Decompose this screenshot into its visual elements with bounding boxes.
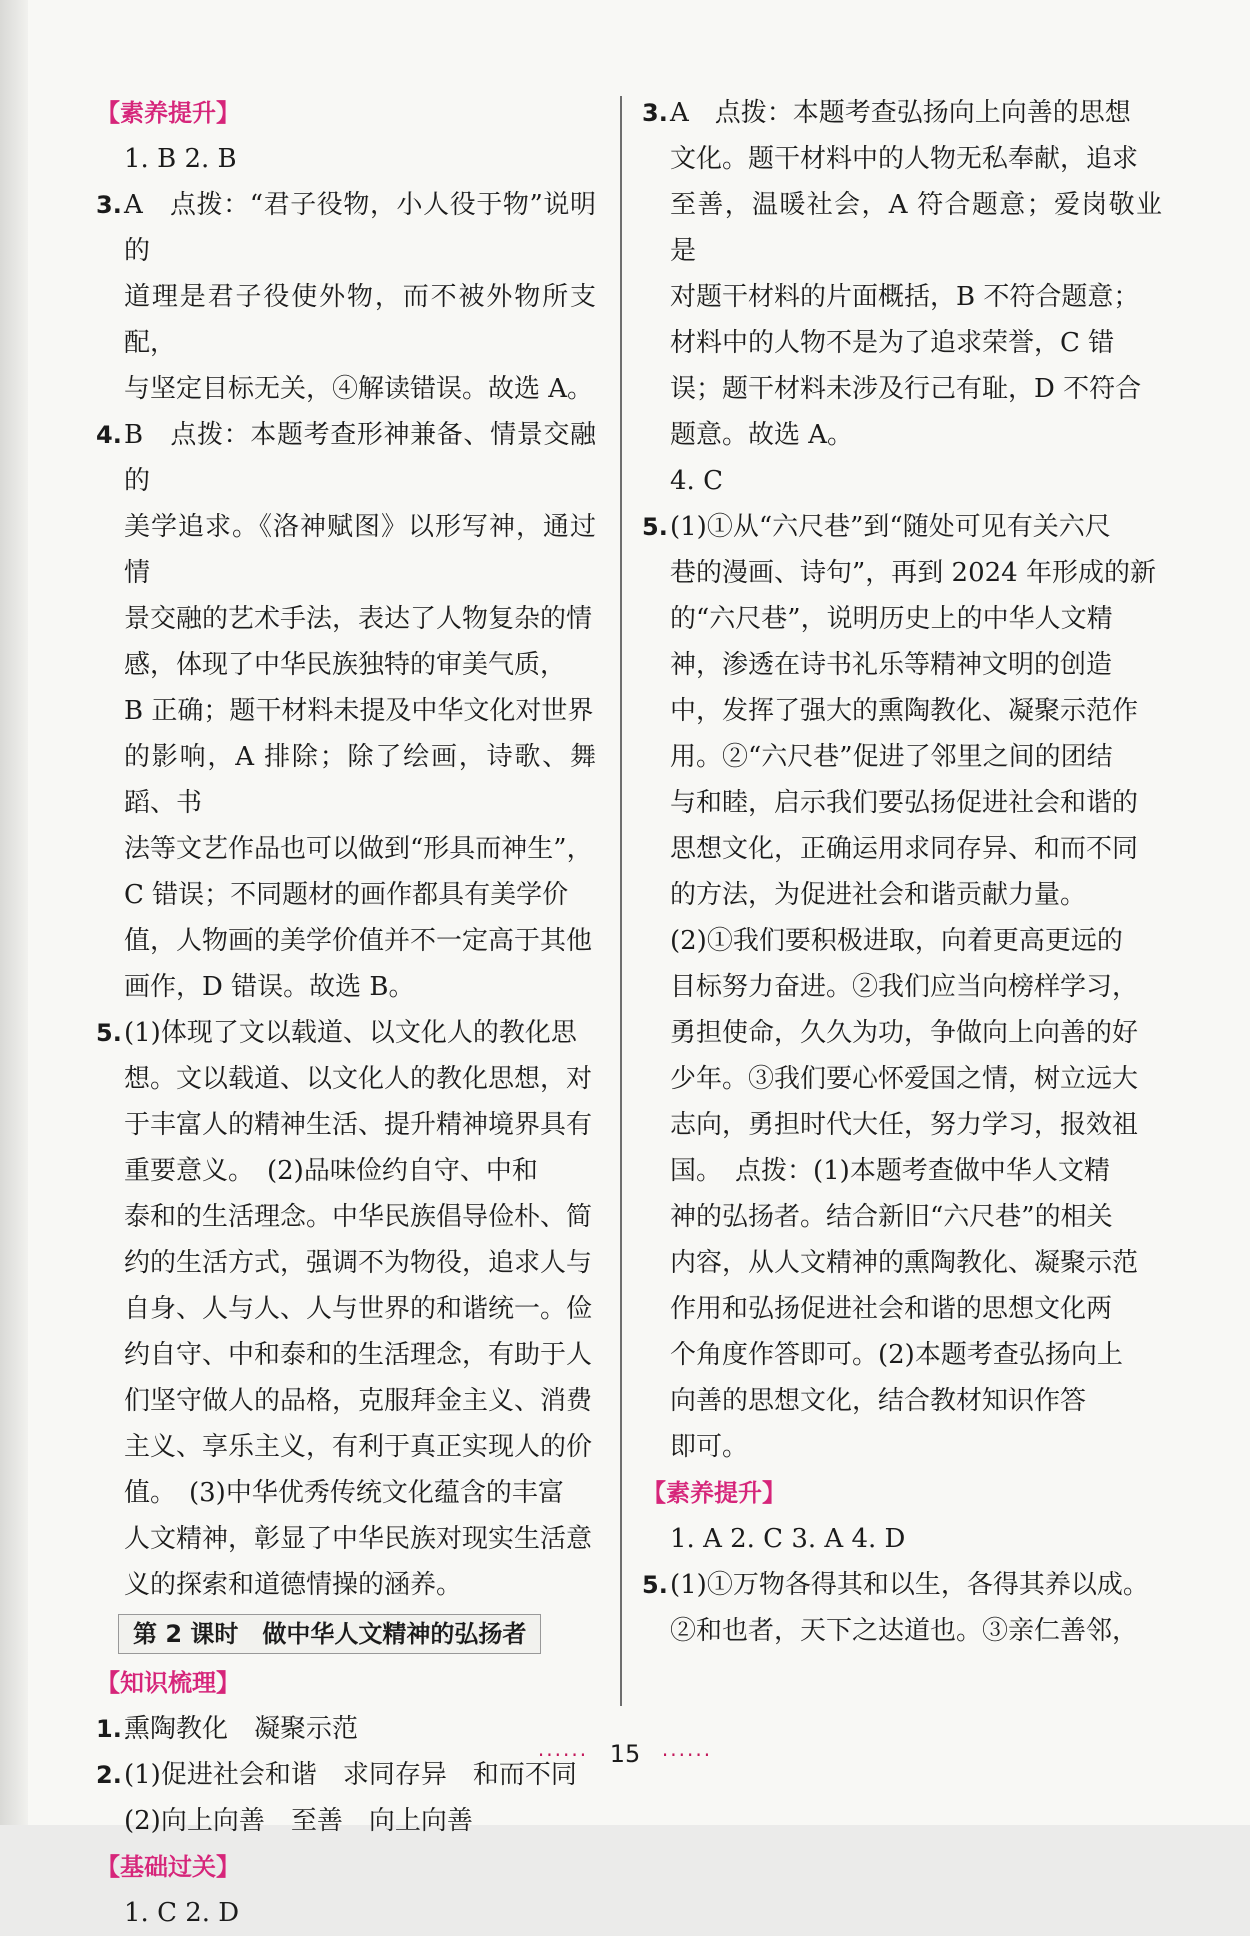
column-divider bbox=[620, 96, 622, 1706]
item-number: 1. bbox=[96, 1715, 122, 1743]
right-column bbox=[642, 90, 1162, 1654]
answer-5-right: 5. (1)①从“六尺巷”到“随处可见有关六尺 巷的漫画、诗句”，再到 2024 年形成的新 的“六尺巷”，说明历史上的中华人文精 神，渗透在诗书礼乐等精神文明的创造 中，发挥了强大的熏陶教化、凝聚示范作 用。②“六尺巷”促进了邻里之间的团结 与和睦，启示我们要弘扬促进社会和谐的 思想文化，正确运用求同存异、和而不同 的方法，为促进社会和谐贡献力量。 (2)①我们要积极进取，向着更高更远的 目标努力奋进。②我们应当向榜样学习， 勇担使命，久久为功，争做向上向善的好 少年。③我们要心怀爱国之情，树立远大 志向，勇担时代大任，努力学习，报效祖 国。 点拨：(1)本题考查做中华人文精 神的弘扬者。结合新旧“六尺巷”的相关 内容，从人文精神的熏陶教化、凝聚示范 作用和弘扬促进社会和谐的思想文化两 个角度作答即可。(2)本题考查弘扬向上 向善的思想文化，结合教材知识作答 即可。 bbox=[642, 504, 1162, 1470]
answer-3-right: 3. A 点拨：本题考查弘扬向上向善的思想 文化。题干材料中的人物无私奉献，追求 至善，温暖社会，A 符合题意；爱岗敬业是 对题干材料的片面概括，B 不符合题意； 材料中的人物不是为了追求荣誉，C 错 误；题干材料未涉及行己有耻，D 不符合 题意。故选 A。 bbox=[642, 90, 1162, 458]
section-header-suyang-right: 【素养提升】 bbox=[642, 1479, 786, 1507]
item-number: 4. bbox=[96, 421, 122, 449]
left-column bbox=[96, 90, 596, 1936]
lesson-title: 第 2 课时 做中华人文精神的弘扬者 bbox=[118, 1614, 541, 1654]
footer-dots-right: ······ bbox=[661, 1743, 713, 1767]
answer-4-right: 4. C bbox=[670, 466, 723, 496]
answer-3: 3. A 点拨：“君子役物，小人役于物”说明的 道理是君子役使外物，而不被外物所支配， 与坚定目标无关，④解读错误。故选 A。 bbox=[96, 182, 596, 412]
item-number: 2. bbox=[96, 1761, 122, 1789]
item-number: 5. bbox=[642, 1571, 668, 1599]
page-fold-shadow bbox=[0, 0, 28, 1825]
answer-5: 5. (1)体现了文以载道、以文化人的教化思 想。文以载道、以文化人的教化思想，对 于丰富人的精神生活、提升精神境界具有 重要意义。 (2)品味俭约自守、中和 泰和的生活理念。中华民族倡导俭朴、简 约的生活方式，强调不为物役，追求人与 自身、人与人、人与世界的和谐统一。俭 约自守、中和泰和的生活理念，有助于人 们坚守做人的品格，克服拜金主义、消费 主义、享乐主义，有利于真正实现人的价 值。 (3)中华优秀传统文化蕴含的丰富 人文精神，彰显了中华民族对现实生活意 义的探索和道德情操的涵养。 bbox=[96, 1010, 596, 1608]
item-number: 5. bbox=[642, 513, 668, 541]
basic-answers: 1. C 2. D bbox=[124, 1898, 240, 1928]
answer-1-2: 1. B 2. B bbox=[124, 144, 237, 174]
section-header-suyang: 【素养提升】 bbox=[96, 99, 240, 127]
page-footer bbox=[0, 1740, 1250, 1768]
item-number: 3. bbox=[642, 99, 668, 127]
item-number: 5. bbox=[96, 1019, 122, 1047]
knowledge-2: 2. (1)促进社会和谐 求同存异 和而不同 (2)向上向善 至善 向上向善 bbox=[96, 1752, 596, 1844]
section-header-zhishi: 【知识梳理】 bbox=[96, 1669, 240, 1697]
section-header-jichu: 【基础过关】 bbox=[96, 1853, 240, 1881]
page-number: 15 bbox=[609, 1740, 641, 1768]
item-number: 3. bbox=[96, 191, 122, 219]
suyang-answer-5-right: 5. (1)①万物各得其和以生，各得其养以成。 ②和也者，天下之达道也。③亲仁善邻， bbox=[642, 1562, 1162, 1654]
suyang-answers-right: 1. A 2. C 3. A 4. D bbox=[670, 1524, 906, 1554]
footer-dots-left: ······ bbox=[537, 1743, 589, 1767]
answer-4: 4. B 点拨：本题考查形神兼备、情景交融的 美学追求。《洛神赋图》以形写神，通过情 景交融的艺术手法，表达了人物复杂的情 感，体现了中华民族独特的审美气质， B 正确；题干材料未提及中华文化对世界 的影响，A 排除；除了绘画，诗歌、舞蹈、书 法等文艺作品也可以做到“形具而神生”， C 错误；不同题材的画作都具有美学价 值，人物画的美学价值并不一定高于其他 画作，D 错误。故选 B。 bbox=[96, 412, 596, 1010]
knowledge-1: 1. 熏陶教化 凝聚示范 bbox=[96, 1706, 596, 1752]
